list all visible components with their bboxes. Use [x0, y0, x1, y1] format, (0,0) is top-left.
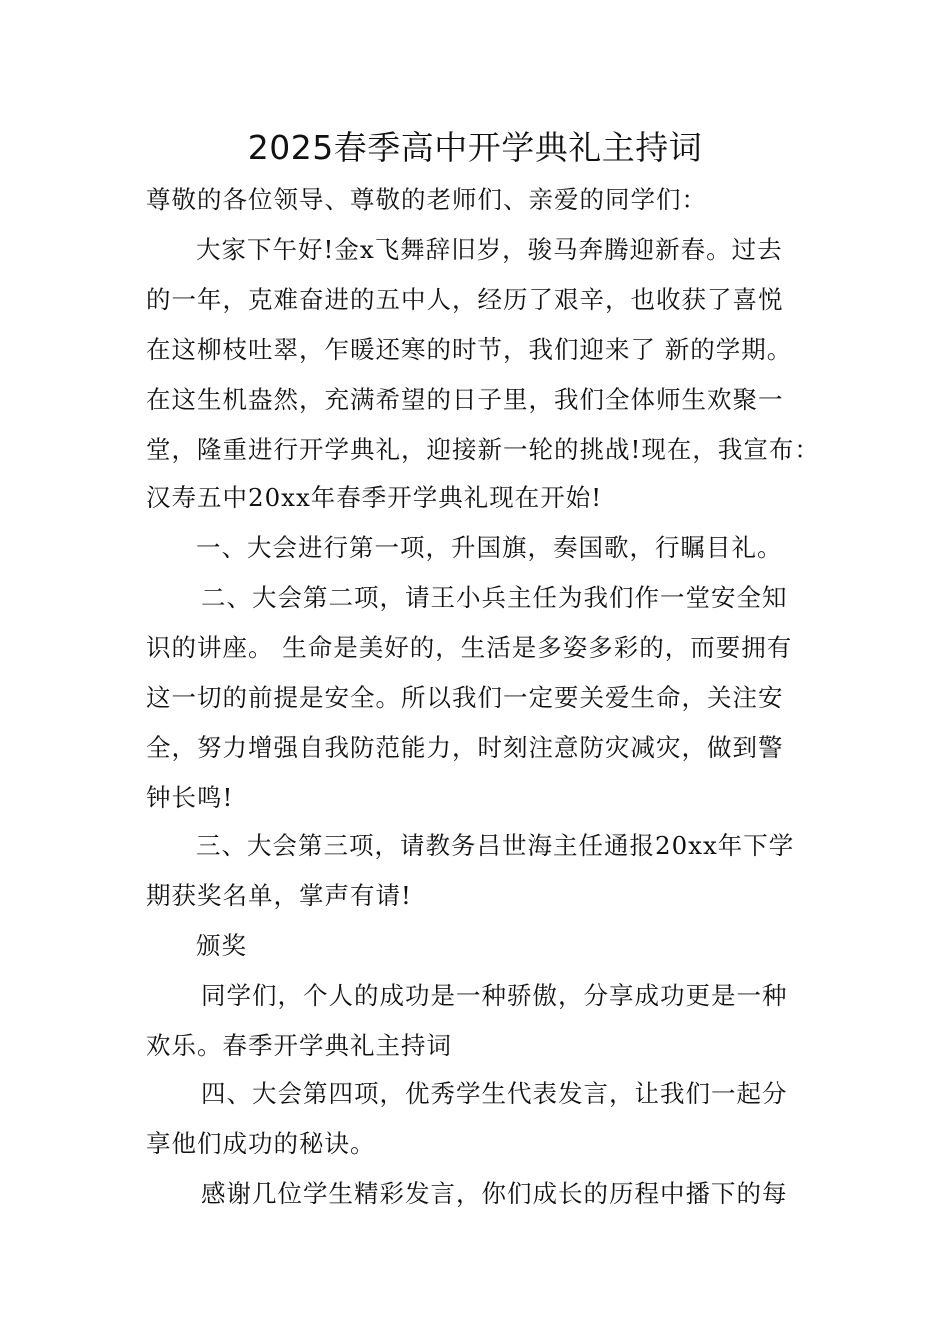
text-line: 感谢几位学生精彩发言，你们成长的历程中播下的每 — [201, 1179, 788, 1208]
text-line: 一、大会进行第一项，升国旗，奏国歌，行瞩目礼。 — [196, 533, 783, 562]
text-line: 同学们，个人的成功是一种骄傲，分享成功更是一种 — [201, 981, 788, 1010]
text-line: 识的讲座。 生命是美好的，生活是多姿多彩的，而要拥有 — [146, 633, 793, 662]
text-line: 在这柳枝吐翠，乍暖还寒的时节，我们迎来了 新的学期。 — [146, 335, 793, 364]
text-line: 的一年，克难奋进的五中人，经历了艰辛，也收获了喜悦 — [146, 285, 784, 314]
text-line: 期获奖名单，掌声有请! — [146, 881, 412, 910]
text-line: 二、大会第二项，请王小兵主任为我们作一堂安全知 — [201, 583, 788, 612]
text-line: 在这生机盎然，充满希望的日子里，我们全体师生欢聚一 — [146, 385, 784, 414]
text-line: 这一切的前提是安全。所以我们一定要关爱生命，关注安 — [146, 683, 784, 712]
text-line: 四、大会第四项，优秀学生代表发言，让我们一起分 — [201, 1079, 788, 1108]
text-line: 全，努力增强自我防范能力，时刻注意防灾减灾，做到警 — [146, 733, 784, 762]
text-line: 享他们成功的秘诀。 — [146, 1129, 376, 1158]
text-line: 堂，隆重进行开学典礼，迎接新一轮的挑战!现在，我宣布： — [146, 435, 820, 464]
text-line: 三、大会第三项，请教务吕世海主任通报20xx年下学 — [196, 831, 795, 860]
document-title: 2025春季高中开学典礼主持词 — [247, 128, 703, 167]
text-line: 汉寿五中20xx年春季开学典礼现在开始! — [146, 483, 603, 512]
text-line: 欢乐。春季开学典礼主持词 — [146, 1031, 452, 1060]
text-line: 尊敬的各位领导、尊敬的老师们、亲爱的同学们： — [146, 185, 707, 214]
text-line: 钟长鸣! — [146, 783, 234, 812]
text-line: 颁奖 — [196, 931, 247, 960]
text-line: 大家下午好!金x飞舞辞旧岁，骏马奔腾迎新春。过去 — [196, 235, 783, 264]
